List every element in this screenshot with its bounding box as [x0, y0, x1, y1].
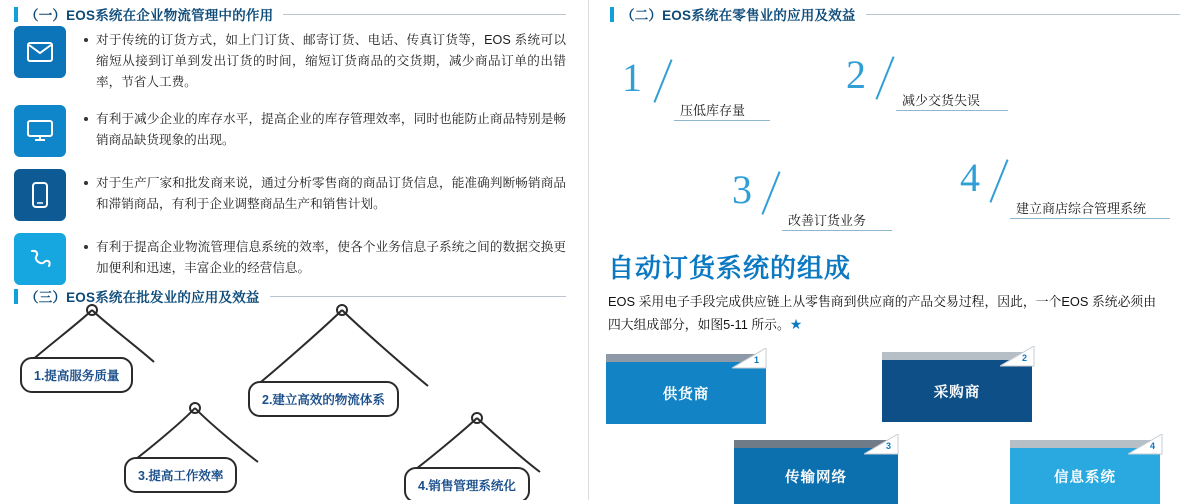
list-item: [1010, 448, 1160, 504]
star-icon: ★: [789, 316, 803, 332]
paragraph-text: EOS 采用电子手段完成供应链上从零售商到供应商的产品交易过程，因此，一个EOS 系统必须由四大组成部分，如图5-11 所示。: [608, 294, 1156, 332]
tag-label-text: 2.建立高效的物流体系: [262, 393, 385, 407]
tag-label-text: 3.提高工作效率: [138, 469, 224, 483]
benefit-text: 压低库存量: [680, 103, 746, 118]
card-corner-flag: [864, 434, 900, 456]
card-number: 2: [1022, 353, 1028, 363]
heading-accent-bar: [14, 7, 18, 22]
left-bullet-list: [14, 26, 566, 297]
section-two-title: （二）EOS系统在零售业的应用及效益: [621, 8, 856, 23]
pane-divider: [588, 0, 589, 500]
section-one-title: （一）EOS系统在企业物流管理中的作用: [25, 8, 274, 23]
slash-divider: [875, 56, 894, 99]
list-item: [14, 233, 566, 285]
benefit-text: 减少交货失误: [902, 93, 981, 108]
list-item: [404, 467, 530, 500]
bullet-text: 有利于提高企业物流管理信息系统的效率，使各个业务信息子系统之间的数据交换更加便利和迅速，丰富企业的经营信息。: [96, 240, 566, 275]
bullet-text: 对于生产厂家和批发商来说，通过分析零售商的商品订货信息，能准确判断畅销商品和滞销商品，有利于企业调整商品生产和销售计划。: [96, 176, 566, 211]
bullet-dot: [84, 181, 88, 185]
benefit-number: 1: [622, 55, 642, 100]
bullet-dot: [84, 245, 88, 249]
benefit-text: 建立商店综合管理系统: [1016, 201, 1147, 216]
bullet-text: 对于传统的订货方式，如上门订货、邮寄订货、电话、传真订货等，EOS 系统可以缩短从接到订单到发出订货的时间，缩短订货商品的交货期，减少商品订单的出错率，节省人工费。: [96, 33, 566, 89]
card-label: 采购商: [933, 384, 981, 401]
bullet-text: 有利于减少企业的库存水平，提高企业的库存管理效率，同时也能防止商品特别是畅销商品缺货现象的出现。: [96, 112, 566, 147]
mobile-icon: [14, 169, 66, 221]
list-item: [14, 105, 566, 157]
monitor-icon: [14, 105, 66, 157]
list-item: [124, 457, 237, 493]
list-item: [14, 169, 566, 221]
card-number: 4: [1150, 441, 1156, 451]
heading-rule: [270, 296, 566, 297]
tag-label-text: 4.销售管理系统化: [418, 479, 516, 493]
list-item: [606, 362, 766, 424]
bullet-row: [80, 26, 566, 93]
benefit-underline: [782, 230, 892, 231]
slash-divider: [761, 171, 780, 214]
section-heading-two: [610, 4, 1180, 24]
card-number: 3: [886, 441, 892, 451]
slash-divider: [989, 159, 1008, 202]
heading-rule: [866, 14, 1180, 15]
list-item: [14, 26, 566, 93]
bullet-row: [80, 233, 566, 279]
card-corner-flag: [1000, 346, 1036, 368]
envelope-icon: [14, 26, 66, 78]
heading-rule: [283, 14, 566, 15]
list-item: [732, 167, 867, 228]
benefit-underline: [1010, 218, 1170, 219]
list-item: [734, 448, 898, 504]
phone-icon: [14, 233, 66, 285]
left-pane: [0, 0, 580, 500]
heading-accent-bar: [610, 7, 614, 22]
bullet-row: [80, 169, 566, 215]
bullet-dot: [84, 38, 88, 42]
card-label: 信息系统: [1054, 469, 1116, 486]
numbered-benefit-group: [592, 30, 1200, 235]
list-item: [622, 55, 746, 118]
hanging-tag-group: [0, 300, 580, 500]
card-label: 传输网络: [785, 469, 847, 486]
tag-label-text: 1.提高服务质量: [34, 369, 120, 383]
benefit-underline: [896, 110, 1008, 111]
card-corner-flag: [732, 348, 768, 370]
list-item: [960, 155, 1147, 216]
benefit-text: 改善订货业务: [788, 213, 867, 228]
component-card-group: [592, 352, 1200, 502]
list-item: [20, 357, 133, 393]
benefit-underline: [674, 120, 770, 121]
section-heading-one: [14, 4, 566, 24]
card-label: 供货商: [662, 386, 710, 403]
composition-paragraph: [608, 290, 1156, 336]
slash-divider: [653, 59, 672, 102]
section-three-title: （三）EOS系统在批发业的应用及效益: [25, 290, 260, 305]
benefit-number: 3: [732, 167, 752, 212]
list-item: [248, 381, 399, 417]
page-title: 自动订货系统的组成: [608, 253, 852, 283]
card-number: 1: [754, 355, 760, 365]
benefit-number: 4: [960, 155, 980, 200]
bullet-row: [80, 105, 566, 151]
list-item: [882, 360, 1032, 422]
list-item: [846, 52, 981, 108]
bullet-dot: [84, 117, 88, 121]
benefit-number: 2: [846, 52, 866, 97]
card-corner-flag: [1128, 434, 1164, 456]
